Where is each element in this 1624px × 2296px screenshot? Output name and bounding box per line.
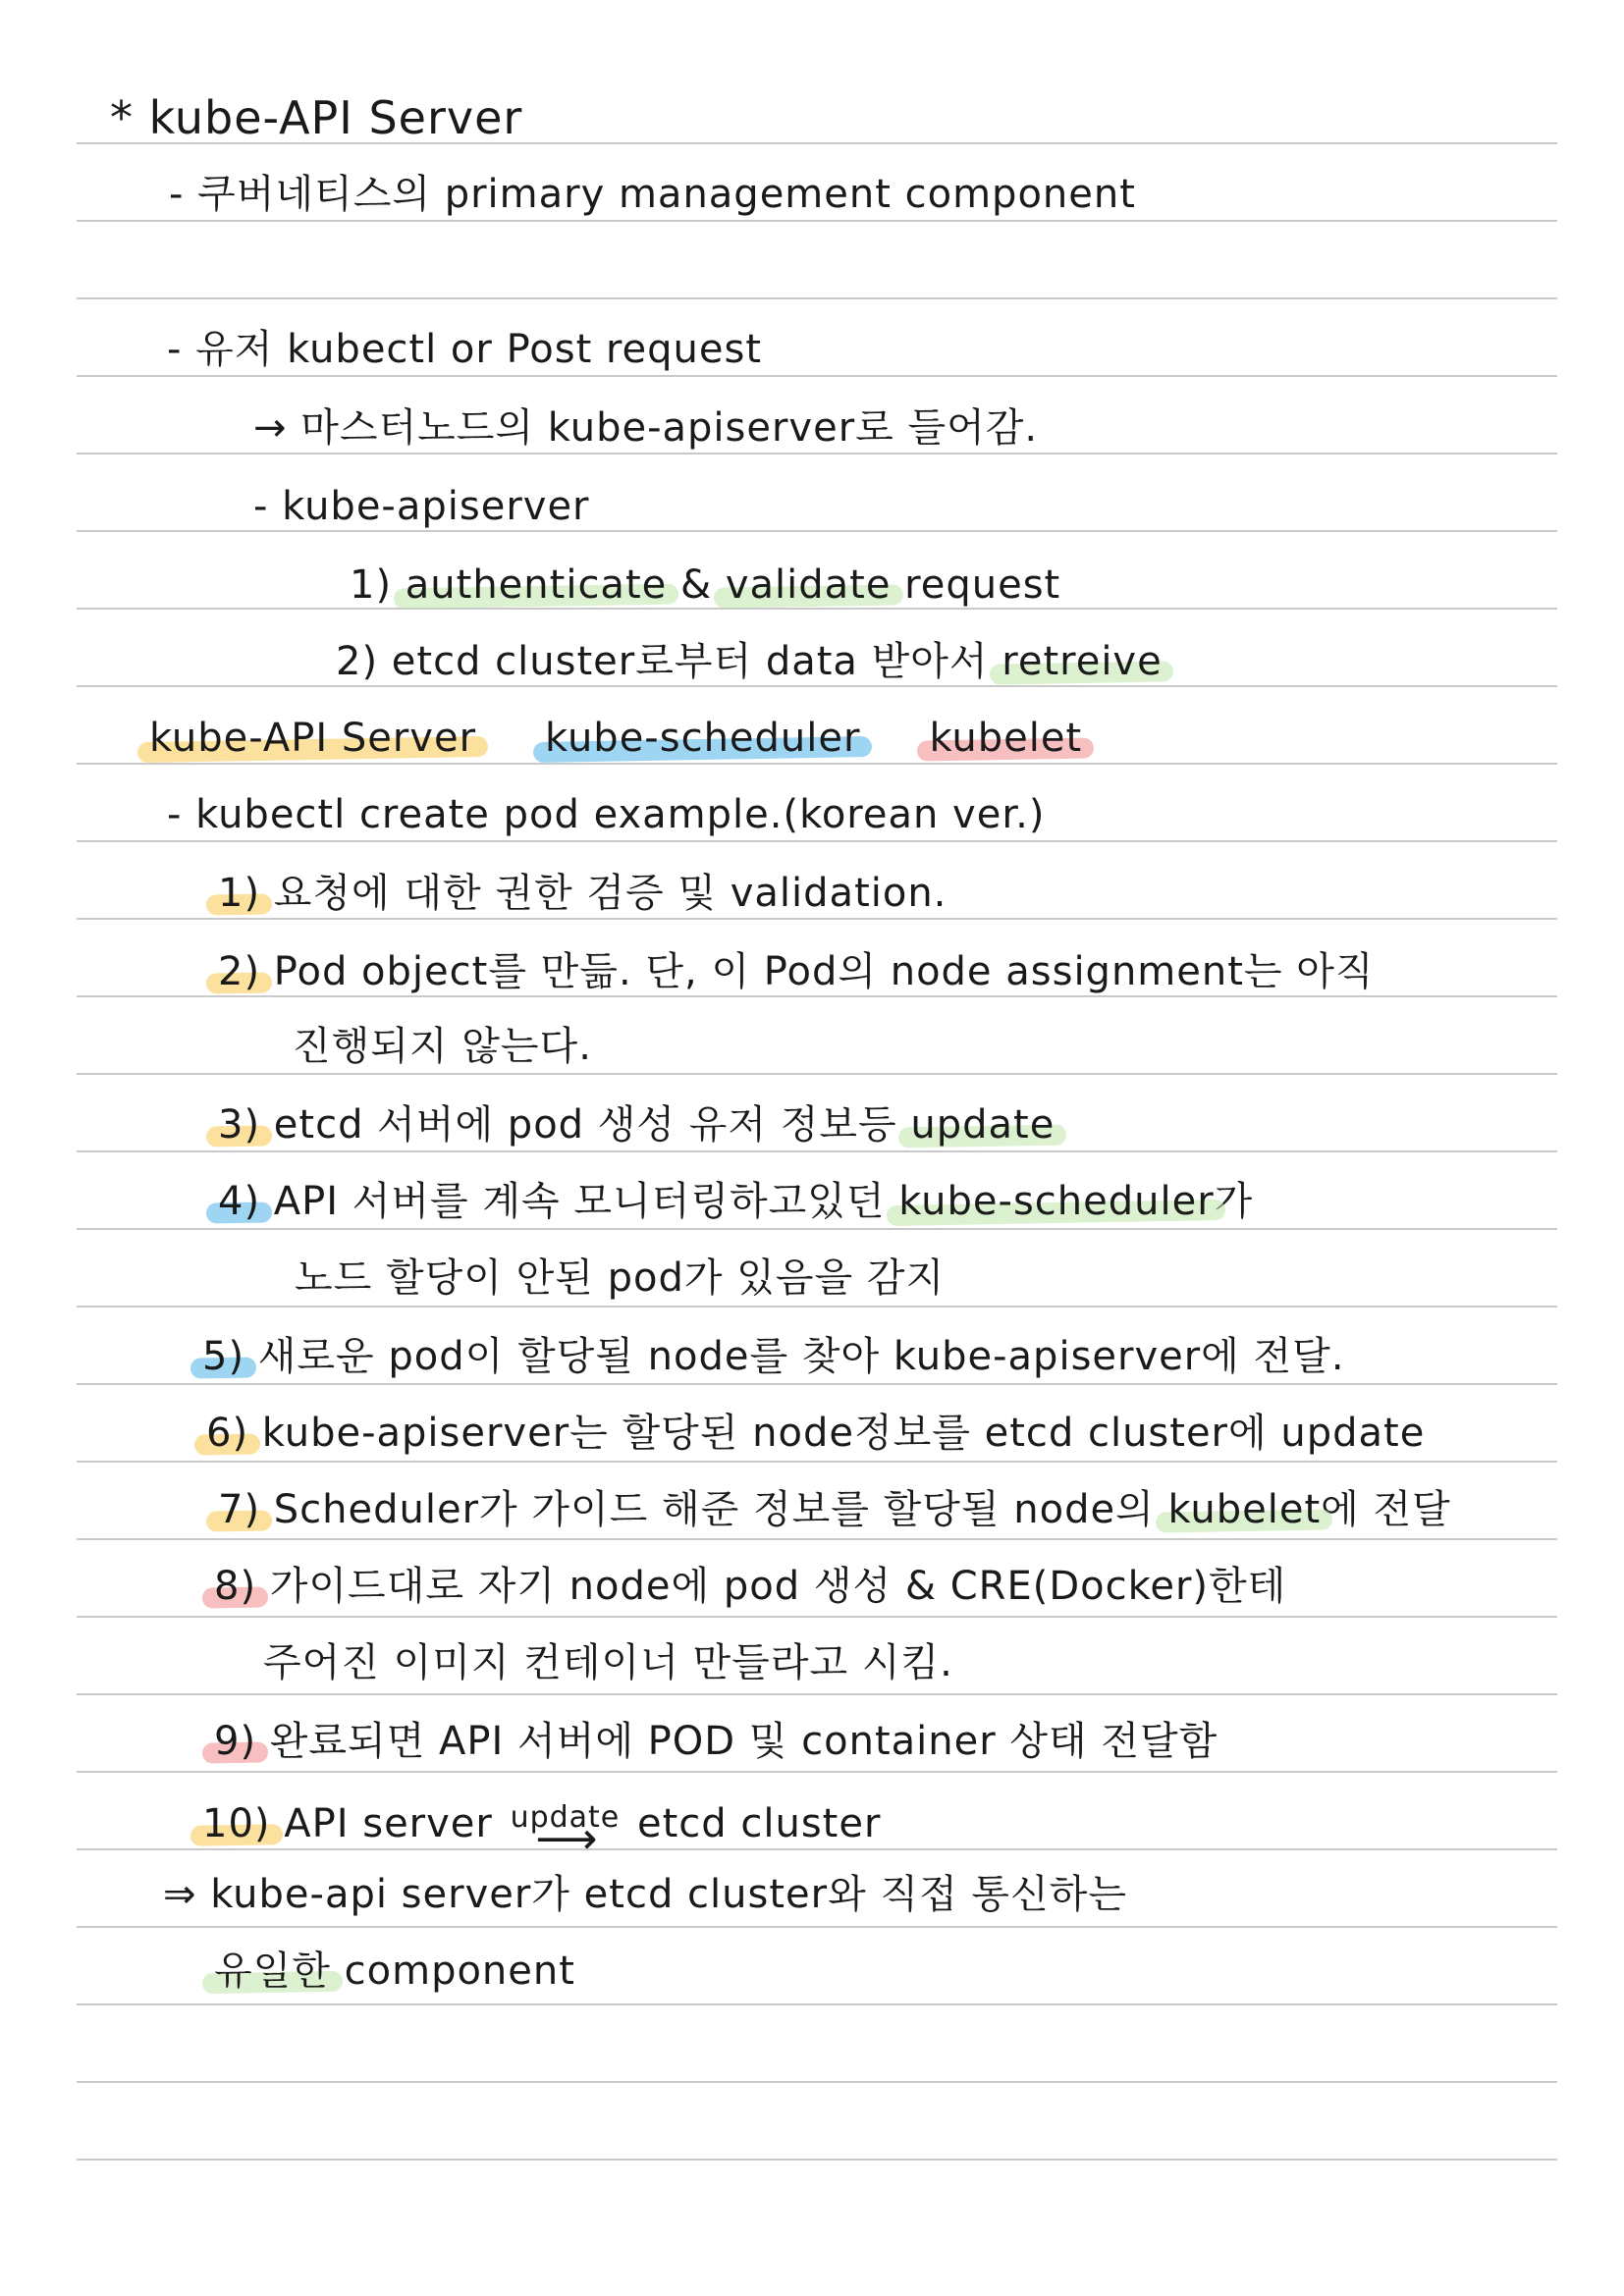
step-number: 5) <box>202 1334 245 1379</box>
note-text: ⇒ kube-api server가 etcd cluster와 직접 통신하는 <box>163 1872 1127 1917</box>
note-line-authenticate <box>350 561 1060 609</box>
note-text: Scheduler가 가이드 해준 정보를 할당될 node의 <box>260 1487 1168 1532</box>
note-text: - kubectl create pod example.(korean ver.) <box>167 792 1046 837</box>
step-number: 2) <box>218 949 261 994</box>
note-text: API server <box>270 1801 507 1846</box>
step-number: 3) <box>218 1102 261 1148</box>
highlight-validate: validate <box>725 562 892 608</box>
arrow-label: update <box>510 1800 621 1835</box>
note-text: 1) <box>350 562 406 608</box>
step-9 <box>214 1718 1218 1765</box>
note-text: 새로운 pod이 할당될 node를 찾아 kube-apiserver에 전달. <box>244 1334 1345 1379</box>
note-text: request <box>891 562 1061 608</box>
highlight-update: update <box>910 1102 1056 1148</box>
note-text: Pod object를 만듦. 단, 이 Pod의 node assignment는 아직 <box>260 949 1375 994</box>
note-line-components <box>149 715 1082 762</box>
note-line-apiserver <box>253 483 590 530</box>
step-2-continued <box>293 1023 592 1070</box>
highlight-kube-scheduler-ref: kube-scheduler <box>898 1179 1215 1224</box>
highlight-kubelet-ref: kubelet <box>1167 1487 1322 1532</box>
note-text: 완료되면 API 서버에 POD 및 container 상태 전달함 <box>256 1719 1218 1764</box>
step-3 <box>218 1101 1055 1148</box>
note-text: 노드 할당이 안된 pod가 있음을 감지 <box>295 1255 946 1301</box>
note-text: - 유저 kubectl or Post request <box>167 327 763 372</box>
step-number: 4) <box>218 1179 261 1224</box>
highlight-retreive: retreive <box>1001 639 1163 684</box>
step-number: 10) <box>202 1801 271 1846</box>
note-text: etcd 서버에 pod 생성 유저 정보등 <box>260 1102 911 1148</box>
step-6 <box>206 1410 1425 1457</box>
note-line-example <box>167 791 1045 838</box>
conclusion-continued <box>214 1948 575 1995</box>
note-text: etcd cluster <box>623 1801 882 1846</box>
note-text: & <box>667 562 726 608</box>
note-text: 에 전달 <box>1321 1487 1451 1532</box>
note-text: component <box>330 1949 575 1994</box>
note-text: 2) etcd cluster로부터 data 받아서 <box>336 639 1002 684</box>
step-number: 8) <box>214 1564 257 1609</box>
note-text: 진행되지 않는다. <box>293 1024 592 1069</box>
step-8 <box>214 1563 1286 1610</box>
step-1 <box>218 870 947 917</box>
step-7 <box>218 1486 1451 1533</box>
highlight-kube-api-server: kube-API Server <box>149 716 477 761</box>
note-title: * kube-API Server <box>110 91 523 144</box>
note-text: 요청에 대한 권한 검증 및 validation. <box>260 871 947 916</box>
step-4 <box>218 1178 1253 1225</box>
step-number: 1) <box>218 871 261 916</box>
highlight-kubelet: kubelet <box>929 716 1083 761</box>
step-4-continued <box>295 1255 945 1302</box>
note-text: - kube-apiserver <box>253 484 590 529</box>
note-text: 가이드대로 자기 node에 pod 생성 & CRE(Docker)한테 <box>256 1564 1287 1609</box>
step-number: 7) <box>218 1487 261 1532</box>
note-text: - 쿠버네티스의 primary management component <box>169 172 1136 217</box>
note-text: API 서버를 계속 모니터링하고있던 <box>260 1179 899 1224</box>
highlight-unique: 유일한 <box>214 1949 331 1994</box>
note-text: 가 <box>1214 1179 1254 1224</box>
note-text: → 마스터노드의 kube-apiserver로 들어감. <box>253 405 1039 451</box>
note-line-etcd-retrieve <box>336 638 1163 685</box>
step-5 <box>202 1333 1345 1380</box>
step-10 <box>202 1794 881 1847</box>
step-number: 6) <box>206 1411 249 1456</box>
note-line-master-node <box>253 404 1038 452</box>
update-arrow <box>507 1794 624 1842</box>
conclusion <box>163 1871 1127 1918</box>
step-8-continued <box>263 1639 953 1686</box>
note-text: kube-apiserver는 할당된 node정보를 etcd cluster에 update <box>248 1411 1426 1456</box>
note-line-primary <box>169 171 1136 218</box>
note-text: 주어진 이미지 컨테이너 만들라고 시킴. <box>263 1640 953 1685</box>
note-line-user-request <box>167 326 762 373</box>
step-2 <box>218 948 1375 995</box>
highlight-kube-scheduler: kube-scheduler <box>545 716 861 761</box>
step-number: 9) <box>214 1719 257 1764</box>
highlight-authenticate: authenticate <box>405 562 668 608</box>
